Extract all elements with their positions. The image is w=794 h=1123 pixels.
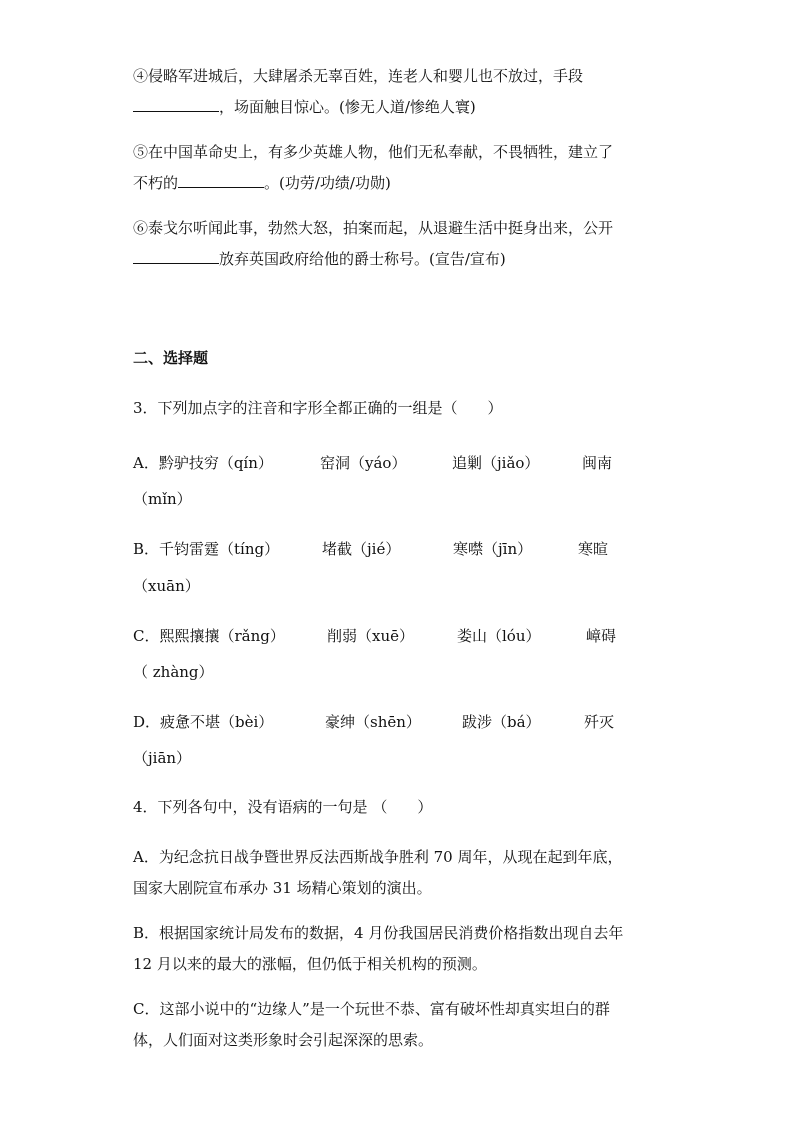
q3-option-d-item: 豪绅（shēn） xyxy=(325,713,421,731)
section-title: 二、选择题 xyxy=(133,349,209,367)
q3-option-d-item: 歼灭 xyxy=(584,713,615,731)
q3-option-a-item: 窑洞（yáo） xyxy=(320,454,407,472)
q3-option-a-item: 追剿（jiǎo） xyxy=(452,454,540,472)
q4-option-c-line1[interactable]: C．这部小说中的“边缘人”是一个玩世不恭、富有破坏性却真实坦白的群 xyxy=(133,1000,610,1018)
fill-in-q5-hint: 。(功劳/功绩/功勋) xyxy=(264,174,391,192)
answer-blank[interactable] xyxy=(133,249,219,264)
fill-in-q5-line1: ⑤在中国革命史上，有多少英雄人物，他们无私奉献，不畏牺牲，建立了 xyxy=(133,143,614,161)
fill-in-q6-hint: 放弃英国政府给他的爵士称号。(宣告/宣布) xyxy=(219,250,506,268)
fill-in-q4-hint: ，场面触目惊心。(惨无人道/惨绝人寰) xyxy=(219,98,476,116)
q3-option-a-cont: （mǐn） xyxy=(133,490,192,508)
q3-option-c-item: 嶂碍 xyxy=(586,627,617,645)
fill-in-q5-prefix: 不朽的 xyxy=(133,174,179,192)
q3-option-d-item: 跋涉（bá） xyxy=(462,713,541,731)
fill-in-q6-line1: ⑥泰戈尔听闻此事，勃然大怒，拍案而起，从退避生活中挺身出来，公开 xyxy=(133,219,614,237)
q3-option-d-cont: （jiān） xyxy=(133,749,192,767)
q3-option-a[interactable] xyxy=(133,453,663,473)
fill-in-q6-line2 xyxy=(133,249,506,269)
q4-option-c-line2: 体，人们面对这类形象时会引起深深的思索。 xyxy=(133,1031,434,1049)
q3-option-b-item: 堵截（jié） xyxy=(322,540,401,558)
q3-option-b-item: B．千钧雷霆（tíng） xyxy=(133,540,280,558)
q3-option-d-item: D．疲惫不堪（bèi） xyxy=(133,713,274,731)
q3-option-c-item: 削弱（xuē） xyxy=(327,627,414,645)
q4-option-b-line2: 12 月以来的最大的涨幅，但仍低于相关机构的预测。 xyxy=(133,955,487,973)
q3-option-b-item: 寒噤（jīn） xyxy=(453,540,533,558)
q3-option-c-cont: （ zhàng） xyxy=(133,663,214,681)
q3-option-b-item: 寒暄 xyxy=(578,540,609,558)
question-4-stem: 4．下列各句中，没有语病的一句是 （ ） xyxy=(133,798,433,816)
fill-in-q4-line1: ④侵略军进城后，大肆屠杀无辜百姓，连老人和婴儿也不放过，手段 xyxy=(133,67,584,85)
fill-in-q5-line2 xyxy=(133,173,391,193)
answer-blank[interactable] xyxy=(178,173,264,188)
q3-option-d[interactable] xyxy=(133,712,663,732)
q3-option-a-item: 闽南 xyxy=(582,454,613,472)
fill-in-q4-line2 xyxy=(133,97,476,117)
q3-option-b[interactable] xyxy=(133,539,663,559)
q3-option-c-item: C．熙熙攘攘（rǎng） xyxy=(133,627,285,645)
q3-option-c-item: 娄山（lóu） xyxy=(457,627,541,645)
q4-option-a-line2: 国家大剧院宣布承办 31 场精心策划的演出。 xyxy=(133,879,432,897)
q4-option-b-line1[interactable]: B．根据国家统计局发布的数据，4 月份我国居民消费价格指数出现自去年 xyxy=(133,924,624,942)
q3-option-a-item: A．黔驴技穷（qín） xyxy=(133,454,273,472)
q3-option-c[interactable] xyxy=(133,626,663,646)
answer-blank[interactable] xyxy=(133,97,219,112)
document-page xyxy=(133,0,663,1123)
q4-option-a-line1[interactable]: A．为纪念抗日战争暨世界反法西斯战争胜利 70 周年，从现在起到年底， xyxy=(133,848,623,866)
q3-option-b-cont: （xuān） xyxy=(133,577,200,595)
question-3-stem: 3．下列加点字的注音和字形全都正确的一组是（ ） xyxy=(133,399,503,417)
